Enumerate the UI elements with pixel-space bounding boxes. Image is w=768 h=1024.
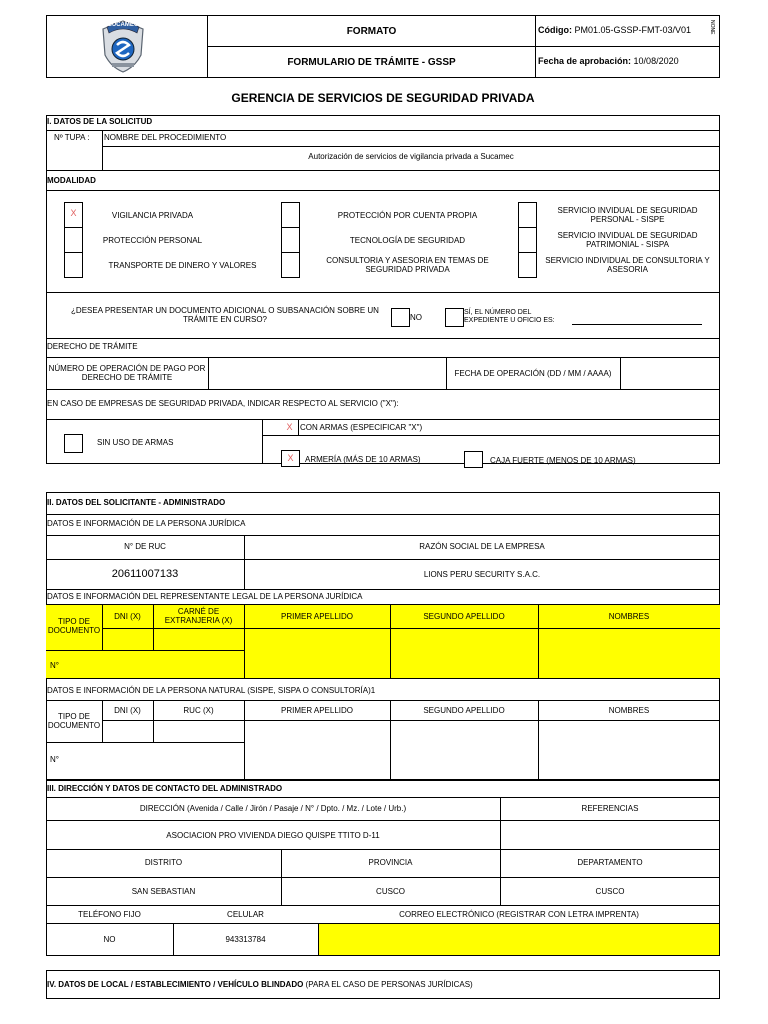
sin-armas-label: SIN USO DE ARMAS: [97, 438, 174, 447]
section-4-title-bold: IV. DATOS DE LOCAL / ESTABLECIMIENTO / VEHÍCULO BLINDADO: [47, 980, 304, 989]
tupa-label: Nº TUPA :: [54, 133, 90, 142]
section-4-title: [47, 980, 647, 989]
referencias-label: REFERENCIAS: [581, 804, 639, 813]
pn-ruc: RUC (X): [183, 706, 214, 715]
pn-ap1: PRIMER APELLIDO: [280, 706, 354, 715]
pn-dni: DNI (X): [114, 706, 141, 715]
mod-sispe: SERVICIO INVIDUAL DE SEGURIDAD PERSONAL - SISPE: [557, 206, 698, 224]
mod-consultoria: CONSULTORIA Y ASESORIA EN TEMAS DE SEGURIDAD PRIVADA: [326, 256, 489, 274]
rep-dni: DNI (X): [114, 612, 141, 621]
direccion-label: DIRECCIÓN (Avenida / Calle / Jirón / Pasaje / N° / Dpto. / Mz. / Lote / Urb.): [139, 804, 407, 813]
codigo-label: Código:: [538, 25, 572, 35]
side-text: NONE: [709, 20, 715, 35]
codigo-value: PM01.05-GSSP-FMT-03/V01: [574, 25, 692, 35]
modalidad-label: MODALIDAD: [47, 176, 96, 185]
checkbox-cuenta-propia[interactable]: [281, 202, 300, 278]
codigo-row: [538, 26, 718, 35]
rep-ap1: PRIMER APELLIDO: [280, 612, 354, 621]
procedimiento-value: Autorización de servicios de vigilancia privada a Sucamec: [308, 152, 514, 161]
con-armas-label: CON ARMAS (ESPECIFICAR "X"): [300, 423, 423, 432]
mark-con-armas: X: [286, 422, 293, 432]
ruc-value: 20611007133: [111, 568, 179, 580]
distrito-label: DISTRITO: [144, 858, 183, 867]
section-1-box: [46, 115, 720, 464]
formato-title: FORMATO: [346, 25, 397, 37]
no-label: NO: [410, 313, 422, 322]
mod-vigilancia: VIGILANCIA PRIVADA: [111, 210, 194, 220]
section-3-title: III. DIRECCIÓN Y DATOS DE CONTACTO DEL ADMINISTRADO: [47, 784, 283, 793]
razon-social-label: RAZÓN SOCIAL DE LA EMPRESA: [419, 542, 545, 551]
razon-social-value: LIONS PERU SECURITY S.A.C.: [423, 570, 541, 579]
derecho-label: DERECHO DE TRÁMITE: [47, 342, 138, 351]
section-4-title-rest: (PARA EL CASO DE PERSONAS JURÍDICAS): [303, 980, 473, 989]
mod-proteccion-personal: PROTECCIÓN PERSONAL: [102, 235, 203, 245]
representante-label: DATOS E INFORMACIÓN DEL REPRESENTANTE LEGAL DE LA PERSONA JURÍDICA: [47, 592, 363, 601]
rep-tipo-doc: TIPO DE DOCUMENTO: [47, 617, 101, 635]
page-title: GERENCIA DE SERVICIOS DE SEGURIDAD PRIVADA: [231, 91, 535, 105]
checkbox-no[interactable]: [391, 308, 410, 327]
rep-ap2: SEGUNDO APELLIDO: [423, 612, 505, 621]
fecha-label: Fecha de aprobación:: [538, 56, 632, 66]
telefono-value: NO: [103, 935, 116, 944]
celular-value: 943313784: [225, 935, 266, 944]
armeria-label: ARMERÍA (MÁS DE 10 ARMAS): [305, 455, 421, 464]
num-operacion-label: NÚMERO DE OPERACIÓN DE PAGO POR DERECHO DE TRÁMITE: [48, 364, 206, 382]
ruc-label: N° DE RUC: [124, 542, 166, 551]
rep-nombres: NOMBRES: [608, 612, 650, 621]
provincia-value: CUSCO: [376, 887, 405, 896]
direccion-value: ASOCIACION PRO VIVIENDA DIEGO QUISPE TTITO D-11: [166, 831, 380, 840]
fecha-row: [538, 57, 718, 66]
section-1-title: I. DATOS DE LA SOLICITUD: [47, 117, 153, 126]
checkbox-caja-fuerte[interactable]: [464, 451, 483, 468]
rep-n-label: N°: [50, 661, 59, 670]
telefono-label: TELÉFONO FIJO: [78, 910, 141, 919]
fecha-operacion-label: FECHA DE OPERACIÓN (DD / MM / AAAA): [454, 368, 612, 378]
celular-label: CELULAR: [227, 910, 264, 919]
caja-fuerte-label: CAJA FUERTE (MENOS DE 10 ARMAS): [490, 456, 636, 465]
procedimiento-label: NOMBRE DEL PROCEDIMIENTO: [104, 133, 227, 142]
persona-natural-label: DATOS E INFORMACIÓN DE LA PERSONA NATURAL (SISPE, SISPA O CONSULTORÍA)1: [47, 686, 376, 695]
pregunta-subsanacion: ¿DESEA PRESENTAR UN DOCUMENTO ADICIONAL O SUBSANACIÓN SOBRE UN TRÁMITE EN CURSO?: [71, 306, 379, 324]
persona-juridica-label: DATOS E INFORMACIÓN DE LA PERSONA JURÍDICA: [47, 519, 246, 528]
si-label: SÍ, EL NÚMERO DEL EXPEDIENTE U OFICIO ES:: [464, 309, 555, 324]
mod-cuenta-propia: PROTECCIÓN POR CUENTA PROPIA: [337, 210, 478, 220]
pn-n-label: N°: [50, 755, 59, 764]
correo-field[interactable]: [319, 924, 719, 955]
correo-label: CORREO ELECTRÓNICO (REGISTRAR CON LETRA IMPRENTA): [399, 910, 639, 919]
checkbox-sispe[interactable]: [518, 202, 537, 278]
mod-sispa: SERVICIO INVIDUAL DE SEGURIDAD PATRIMONIAL - SISPA: [557, 231, 698, 249]
formulario-title: FORMULARIO DE TRÁMITE - GSSP: [287, 56, 456, 68]
mod-consultoria-individual: SERVICIO INDIVIDUAL DE CONSULTORIA Y ASESORIA: [545, 256, 710, 274]
mod-tecnologia: TECNOLOGÍA DE SEGURIDAD: [349, 235, 466, 245]
empresas-label: EN CASO DE EMPRESAS DE SEGURIDAD PRIVADA, INDICAR RESPECTO AL SERVICIO ("X"):: [47, 399, 399, 408]
departamento-value: CUSCO: [595, 887, 625, 896]
mark-armeria: X: [287, 453, 294, 463]
pn-ap2: SEGUNDO APELLIDO: [423, 706, 505, 715]
logo-text: SUCAMEC: [107, 22, 139, 28]
departamento-label: DEPARTAMENTO: [577, 858, 643, 867]
rep-carne: CARNÉ DE EXTRANJERIA (X): [164, 607, 233, 625]
section-2-title: II. DATOS DEL SOLICITANTE - ADMINISTRADO: [47, 498, 226, 507]
checkbox-sin-armas[interactable]: [64, 434, 83, 453]
provincia-label: PROVINCIA: [368, 858, 413, 867]
checkbox-si[interactable]: [445, 308, 464, 327]
mod-transporte: TRANSPORTE DE DINERO Y VALORES: [108, 260, 257, 270]
pn-tipo-doc: TIPO DE DOCUMENTO: [47, 712, 101, 730]
mark-vigilancia: X: [70, 208, 77, 218]
fecha-value: 10/08/2020: [633, 56, 679, 66]
distrito-value: SAN SEBASTIAN: [131, 887, 196, 896]
pn-nombres: NOMBRES: [608, 706, 650, 715]
